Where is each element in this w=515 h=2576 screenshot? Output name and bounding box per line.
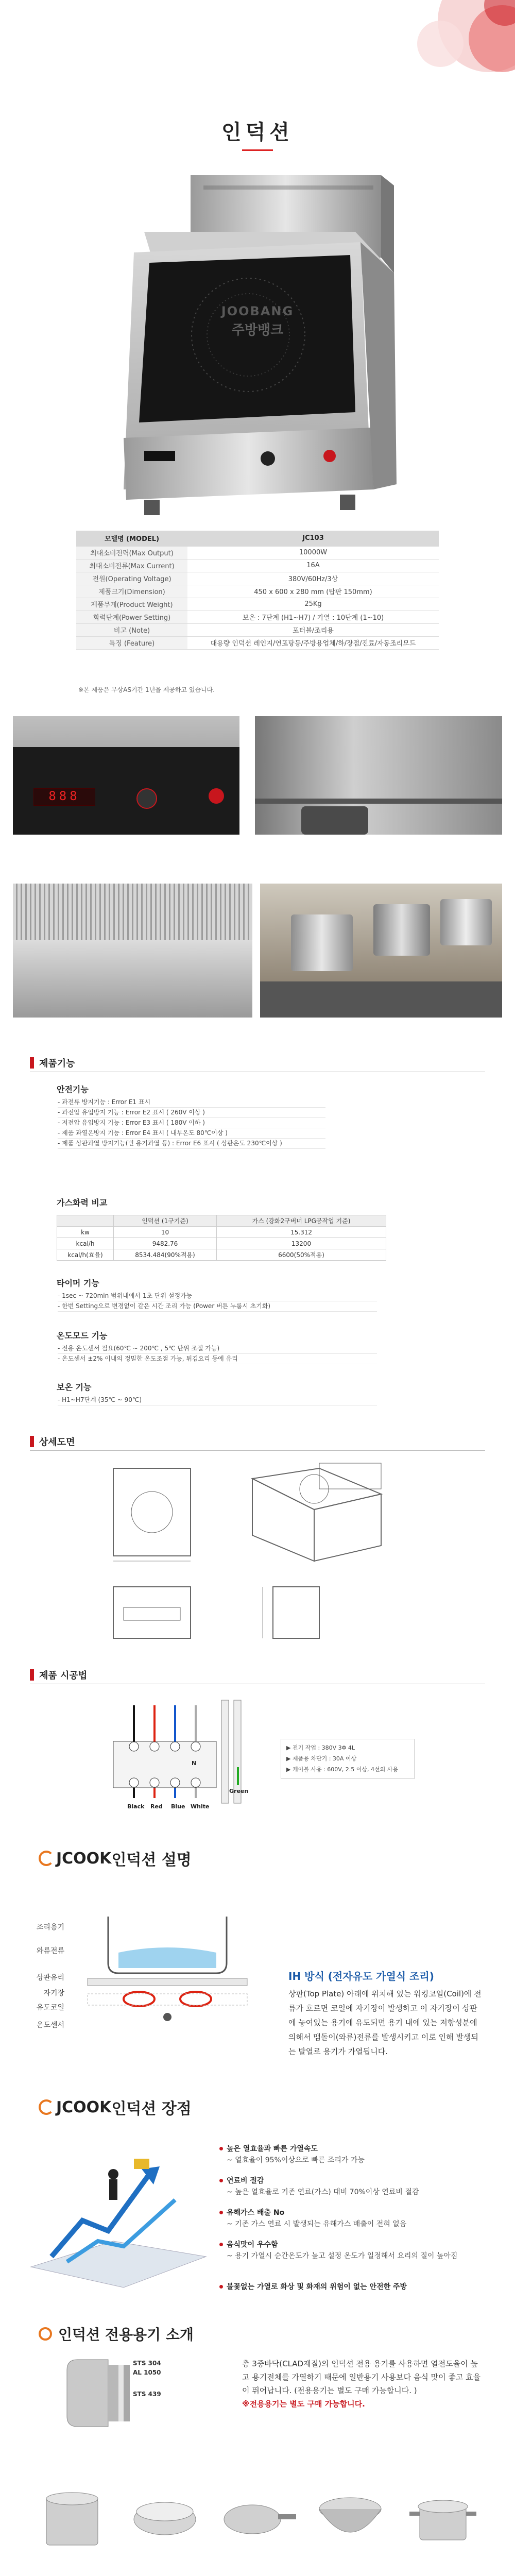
- technical-drawing: [103, 1458, 412, 1649]
- list-item: - H1~H7단계 (35℃ ~ 90℃): [58, 1395, 377, 1405]
- spec-value: 포터블/조리용: [187, 623, 439, 636]
- panel-display: 888: [33, 788, 95, 806]
- wire-label: Black: [127, 1803, 145, 1810]
- vessel-item: [219, 2478, 296, 2557]
- frying-pan-icon: [219, 2478, 296, 2555]
- spec-value: 25Kg: [187, 598, 439, 611]
- advantage-desc: ~ 기존 가스 연료 시 발생되는 유해가스 배출이 전혀 없음: [227, 2220, 407, 2228]
- advantage-item: [227, 2143, 494, 2166]
- drawing-heading: [30, 1435, 75, 1448]
- list-item: - 1sec ~ 720min 범위내에서 1초 단위 설정가능: [58, 1291, 377, 1301]
- jcook-logo-icon: [39, 2099, 54, 2115]
- page-title: 인덕션: [221, 121, 294, 144]
- advantage-item: [227, 2175, 494, 2198]
- install-heading-text: 제품 시공법: [39, 1670, 88, 1681]
- advantage-title: 연료비 절감: [227, 2177, 264, 2185]
- spec-key: 최대소비전력(Max Output): [76, 546, 187, 559]
- photo-foot: [255, 716, 502, 835]
- diagram-label: 조리용기: [36, 1923, 64, 1931]
- advantage-title: 유해가스 배출 No: [227, 2209, 285, 2217]
- header-decoration: [360, 0, 515, 88]
- jcook-brand: JCOOK: [56, 2098, 112, 2116]
- watermark-text: 주방뱅크: [231, 323, 284, 338]
- cauldron-icon: [312, 2478, 389, 2555]
- photo-vent: [13, 884, 252, 1018]
- photo-control-panel: [13, 716, 239, 835]
- heading-bar: [30, 1057, 34, 1069]
- vessel-item: [404, 2478, 482, 2557]
- compare-title: 가스화력 비교: [57, 1198, 108, 1208]
- table-cell: 9482.76: [114, 1238, 217, 1249]
- features-heading-text: 제품기능: [39, 1058, 75, 1069]
- spec-key: 최대소비전류(Max Current): [76, 559, 187, 572]
- wire-label: Blue: [171, 1803, 185, 1810]
- list-item: - 제품 상판과열 방지기능(빈 용기과열 등) : Error E6 표시 ( 상판온도 230℃이상 ): [58, 1139, 325, 1149]
- warranty-note: ※본 제품은 무상AS기간 1년을 제공하고 있습니다.: [78, 686, 215, 693]
- table-row: [57, 1227, 386, 1238]
- spec-key: 특징 (Feature): [76, 636, 187, 649]
- jcook-logo-icon: [39, 1851, 54, 1866]
- advantage-desc: ~ 높은 열효율로 기존 연료(가스) 대비 70%이상 연료비 절감: [227, 2188, 419, 2196]
- table-cell: 15.312: [217, 1227, 386, 1238]
- table-cell: 인덕션 (1구기준): [114, 1215, 217, 1227]
- advantage-item: [227, 2207, 494, 2230]
- wiring-diagram: [103, 1695, 258, 1819]
- jcook-adv-heading: [39, 2096, 192, 2119]
- jcook-adv-heading-text: 인덕션 장점: [111, 2100, 192, 2118]
- diagram-label: 자기장: [43, 1989, 64, 1997]
- spec-key: 제품무게(Product Weight): [76, 598, 187, 611]
- diagram-label: 온도센서: [36, 2021, 64, 2029]
- jcook-desc-heading-text: 인덕션 설명: [111, 1851, 192, 1869]
- features-heading: [30, 1056, 75, 1070]
- spec-header-row: [76, 531, 439, 546]
- vessel-item: [33, 2478, 111, 2557]
- spec-key: 전원(Operating Voltage): [76, 572, 187, 585]
- spec-row: [76, 623, 439, 636]
- cookware-desc-text: 총 3중바닥(CLAD재질)의 인덕션 전용 용기를 사용하면 열전도율이 높고 용기전체를 가열하기 때문에 일반용기 사용보다 음식 맛이 좋고 효율이 뛰어납니다. (전용용기는 별도 구매 가능합니다. ): [242, 2359, 481, 2395]
- advantage-desc: ~ 열효율이 95%이상으로 빠른 조리가 가능: [227, 2156, 365, 2164]
- spec-row: [76, 559, 439, 572]
- heading-bar: [30, 1436, 34, 1447]
- diagram-label: 유도코일: [36, 2004, 64, 2012]
- layer-label: AL 1050: [133, 2369, 161, 2376]
- spec-value: 450 x 600 x 280 mm (탑판 150mm): [187, 585, 439, 598]
- title-underline: [242, 149, 273, 151]
- timer-title: 타이머 기능: [57, 1278, 99, 1288]
- keep-title: 보온 기능: [57, 1382, 92, 1392]
- heading-circle-icon: [39, 2327, 52, 2341]
- table-cell: 13200: [217, 1238, 386, 1249]
- jcook-brand: JCOOK: [56, 1849, 112, 1868]
- list-item: - 전용 온도센서 필요(60℃ ~ 200℃ , 5℃ 단위 조절 가능): [58, 1344, 377, 1354]
- two-handle-pot-icon: [404, 2478, 482, 2555]
- install-notes: [281, 1739, 415, 1779]
- drawing-heading-text: 상세도면: [39, 1437, 75, 1448]
- compare-table: [57, 1215, 386, 1261]
- table-cell: kcal/h: [57, 1238, 114, 1249]
- advantage-title: 음식맛이 우수함: [227, 2241, 278, 2249]
- bullet-icon: [219, 2211, 223, 2214]
- spec-row: [76, 572, 439, 585]
- install-heading: [30, 1668, 87, 1682]
- shabu-pot-icon: [126, 2478, 203, 2555]
- list-item: - 과전류 방지기능 : Error E1 표시: [58, 1097, 325, 1108]
- ih-title: IH 방식 (전자유도 가열식 조리): [288, 1970, 434, 1982]
- list-item: - 한번 Setting으로 변경없이 같은 시간 조리 가능 (Power 버튼 누룸시 초기화): [58, 1301, 377, 1312]
- heading-bar: [30, 1669, 34, 1681]
- watermark-logo: JOOBANG: [221, 304, 294, 318]
- safety-title: 안전기능: [57, 1084, 89, 1094]
- terminal-n-label: N: [192, 1760, 197, 1767]
- layer-label: STS 439: [133, 2391, 161, 2398]
- table-header-row: [57, 1215, 386, 1227]
- table-cell: kcal/h(효율): [57, 1249, 114, 1261]
- spec-value: 380V/60Hz/3상: [187, 572, 439, 585]
- cookware-description: [242, 2357, 484, 2411]
- bullet-icon: [219, 2179, 223, 2182]
- table-row: [57, 1249, 386, 1261]
- ih-body: 상판(Top Plate) 아래에 위치해 있는 워킹코일(Coil)에 전류가 흐르면 코일에 자기장이 발생하고 이 자기장이 상판에 놓여있는 용기에 유도되면 용기 내에 있는 저항성분에 의해서 맴돌이(와류)전류를 발생시키고 이로 인해 발생되는 발열로 용기가 가열됩니다.: [288, 1989, 482, 2056]
- keep-list: [58, 1395, 377, 1405]
- diagram-label: 상판유리: [36, 1974, 64, 1982]
- layer-label: STS 304: [133, 2360, 161, 2367]
- spec-row: [76, 598, 439, 611]
- temp-list: [58, 1344, 377, 1364]
- list-item: - 온도센서 ±2% 이내의 정밀한 온도조절 가능, 튀김요리 등에 유리: [58, 1354, 377, 1364]
- table-cell: [57, 1215, 114, 1227]
- spec-model-value: JC103: [187, 531, 439, 546]
- divider: [30, 1450, 485, 1451]
- table-cell: 8534.484(90%적용): [114, 1249, 217, 1261]
- cookware-note: ※전용용기는 별도 구매 가능합니다.: [242, 2399, 365, 2409]
- power-knob-icon: [136, 788, 157, 809]
- cookware-heading: [39, 2324, 194, 2344]
- install-note: ▶ 케이블 사용 : 600V, 2.5 이상, 4선의 사용: [286, 1766, 399, 1773]
- bullet-icon: [219, 2147, 223, 2150]
- advantage-item: [227, 2239, 494, 2262]
- advantage-title: 불꽃없는 가열로 화상 및 화재의 위험이 없는 안전한 주방: [227, 2283, 407, 2291]
- vessel-item: [312, 2478, 389, 2557]
- stock-pot-icon: [33, 2478, 111, 2555]
- advantage-item: [227, 2281, 494, 2293]
- safety-list: [58, 1097, 325, 1149]
- vessel-item: [126, 2478, 203, 2557]
- growth-arrows-image: [21, 2143, 216, 2298]
- jcook-desc-heading: [39, 1847, 192, 1870]
- bullet-icon: [219, 2243, 223, 2246]
- spec-row: [76, 546, 439, 559]
- install-note: ▶ 전기 작업 : 380V 3Φ 4L: [286, 1744, 355, 1751]
- spec-key: 비고 (Note): [76, 623, 187, 636]
- spec-value: 10000W: [187, 546, 439, 559]
- spec-value: 16A: [187, 559, 439, 572]
- spec-row: [76, 585, 439, 598]
- table-cell: kw: [57, 1227, 114, 1238]
- install-note: ▶ 제품용 차단기 : 30A 이상: [286, 1755, 357, 1762]
- power-button-icon: [209, 788, 224, 804]
- product-image: [113, 170, 402, 531]
- table-row: [57, 1238, 386, 1249]
- list-item: - 제품 과열온방지 기능 : Error E4 표시 ( 내부온도 80℃이상 ): [58, 1128, 325, 1139]
- table-cell: 10: [114, 1227, 217, 1238]
- spec-row: [76, 611, 439, 623]
- temp-title: 온도모드 기능: [57, 1331, 108, 1341]
- spec-row: [76, 636, 439, 649]
- advantage-title: 높은 열효율과 빠른 가열속도: [227, 2145, 318, 2153]
- diagram-label: 와류전류: [36, 1947, 64, 1955]
- spec-table: [76, 531, 439, 650]
- list-item: - 저전압 유입방지 기능 : Error E3 표시 ( 180V 이하 ): [58, 1118, 325, 1128]
- induction-diagram: [67, 1896, 268, 2030]
- photo-kitchen: [260, 884, 502, 1018]
- spec-key: 화력단계(Power Setting): [76, 611, 187, 623]
- spec-key: 제품크기(Dimension): [76, 585, 187, 598]
- table-cell: 가스 (강화2구버너 LPG공작업 기준): [217, 1215, 386, 1227]
- wire-label: Red: [150, 1803, 163, 1810]
- table-cell: 6600(50%적용): [217, 1249, 386, 1261]
- wire-label: Green: [229, 1788, 249, 1794]
- spec-model-label: 모델명 (MODEL): [76, 531, 187, 546]
- timer-list: [58, 1291, 377, 1312]
- spec-value: 보온 : 7단계 (H1~H7) / 가열 : 10단계 (1~10): [187, 611, 439, 623]
- cookware-heading-text: 인덕션 전용용기 소개: [58, 2326, 194, 2343]
- list-item: - 과전압 유입방지 기능 : Error E2 표시 ( 260V 이상 ): [58, 1108, 325, 1118]
- spec-value: 대용량 인덕션 레인지/연포탕등/주방용업체/하/장점/진료/자동조리모드: [187, 636, 439, 649]
- bullet-icon: [219, 2285, 223, 2289]
- advantage-desc: ~ 용기 가열시 순간온도가 높고 설정 온도가 일정해서 요리의 질이 높아짐: [227, 2252, 458, 2260]
- wire-label: White: [191, 1803, 210, 1810]
